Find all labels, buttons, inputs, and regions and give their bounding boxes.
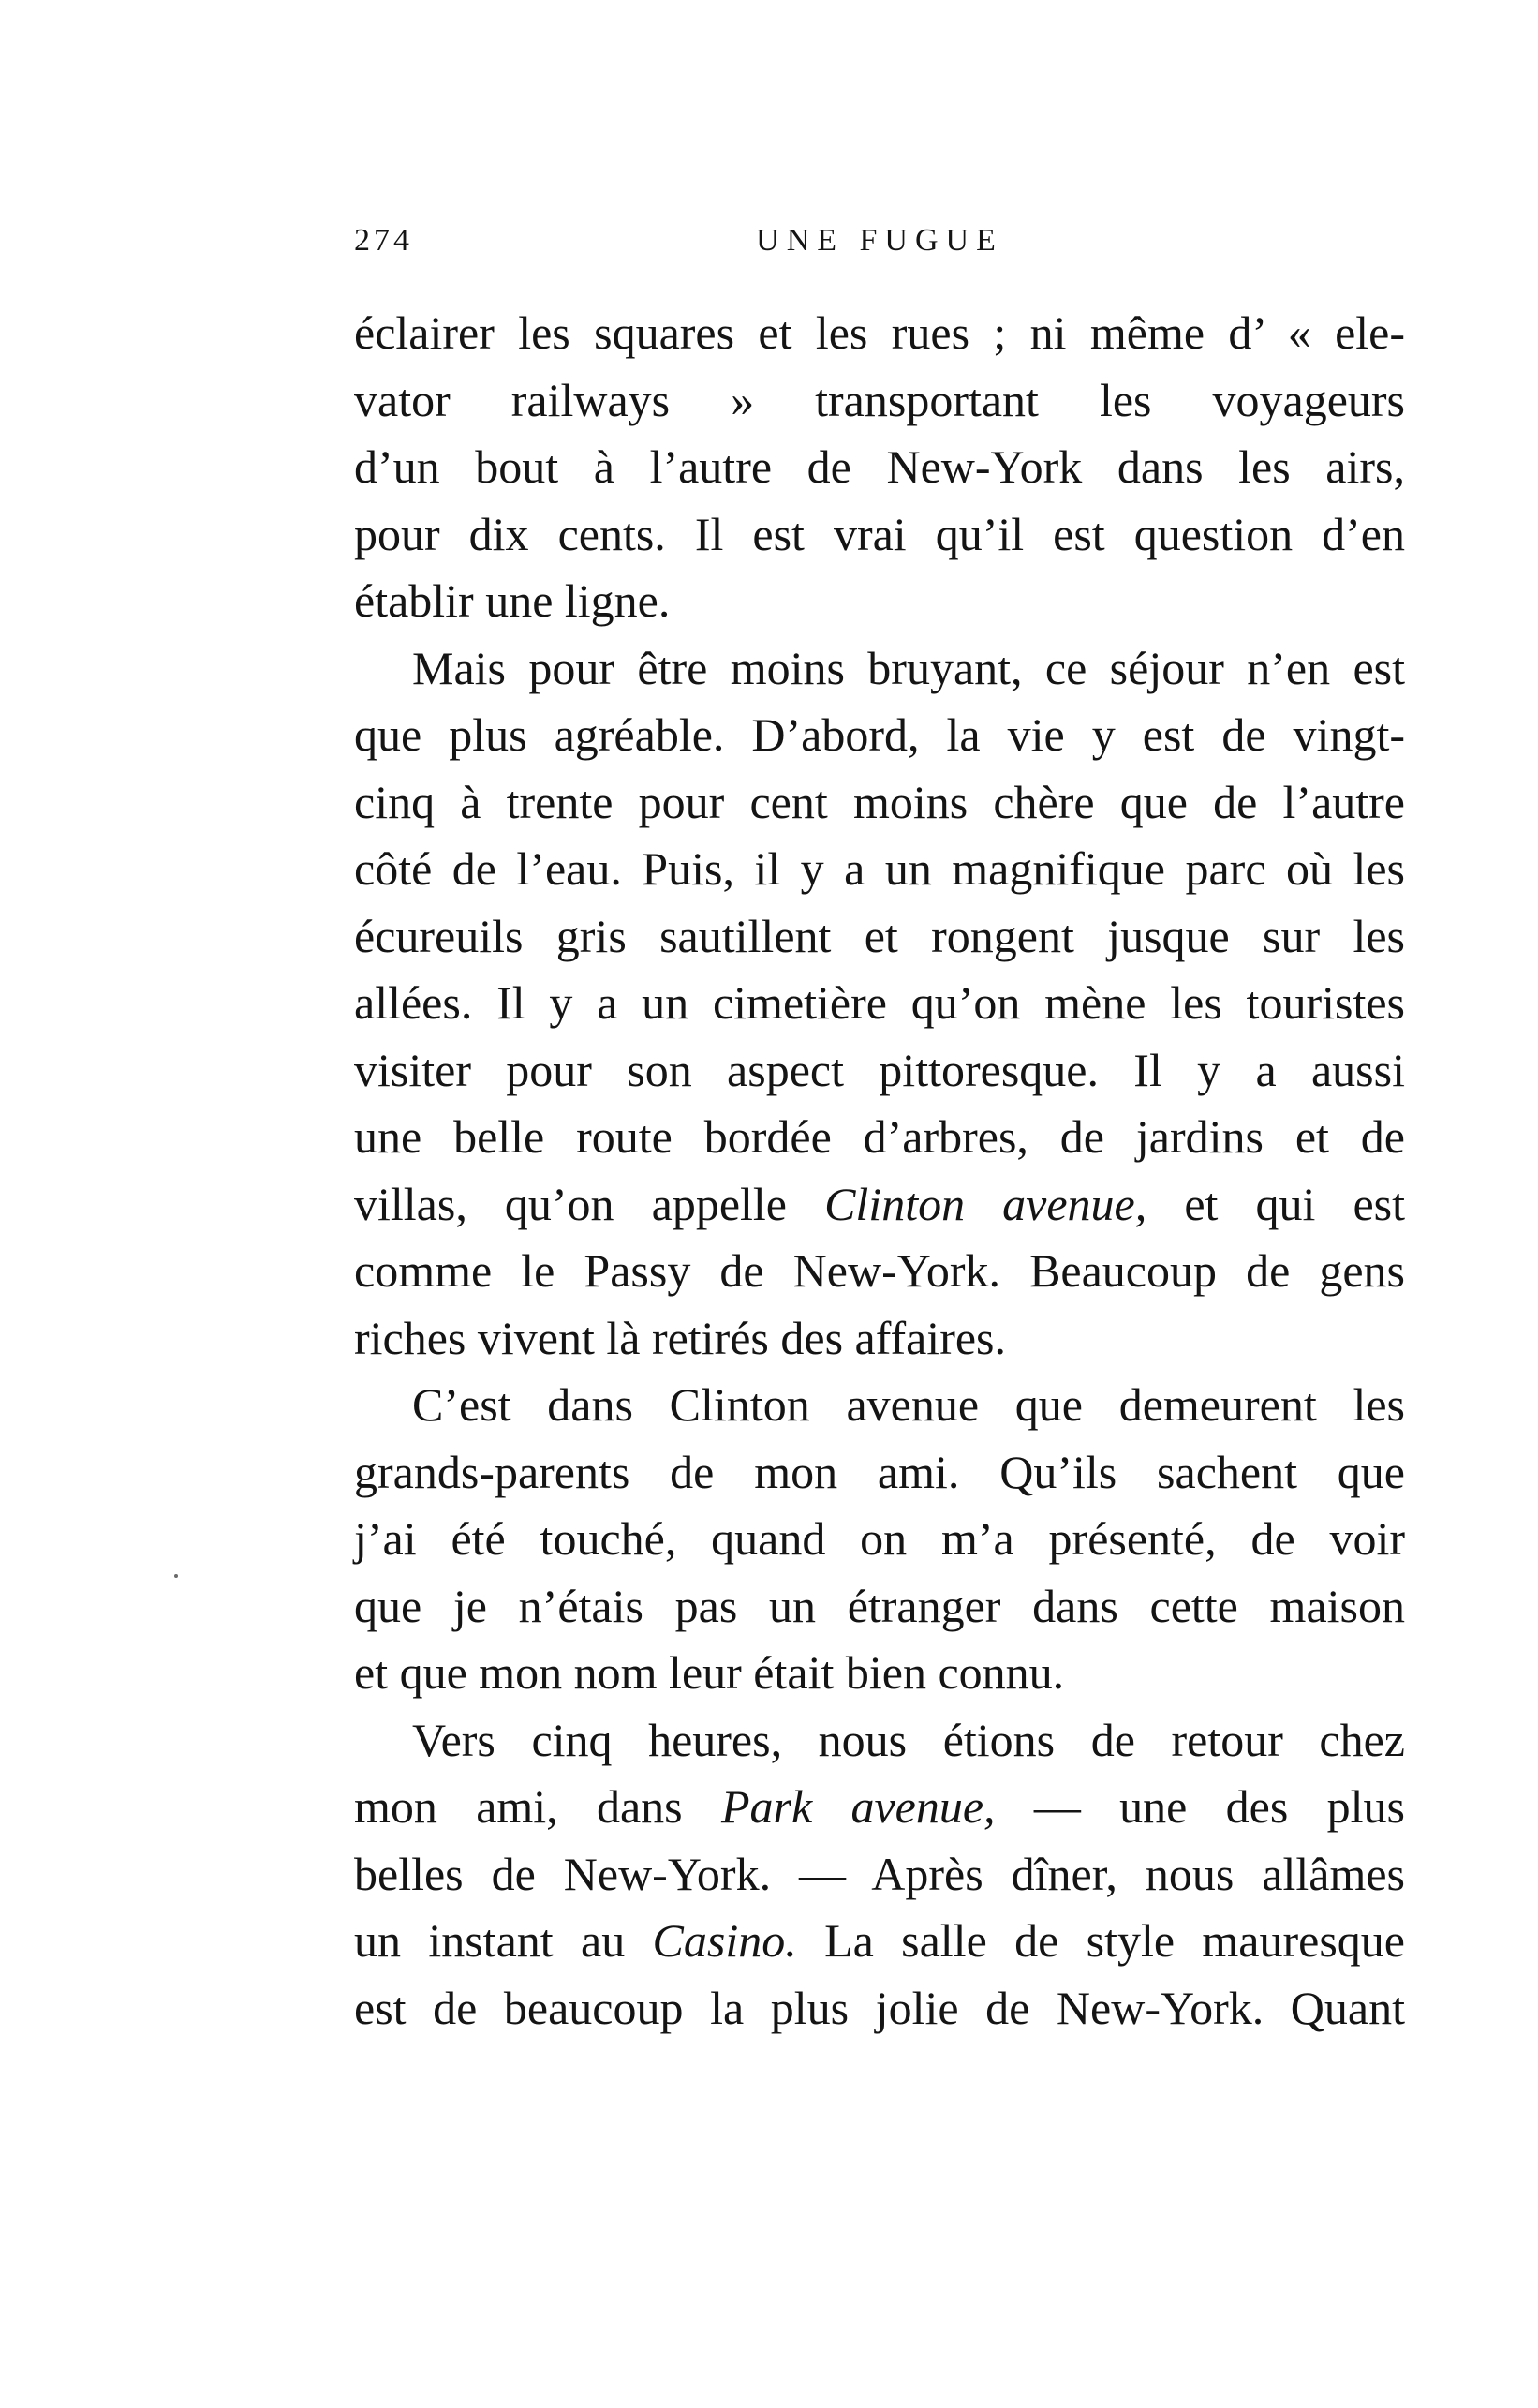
text-line: d’un bout à l’autre de New-York dans les airs, (354, 440, 1405, 493)
text-line: une belle route bordée d’arbres, de jardins et de (354, 1110, 1405, 1163)
scan-speck (174, 1574, 178, 1578)
text-line: écureuils gris sautillent et rongent jusque sur les (354, 909, 1405, 962)
running-title: UNE FUGUE (756, 223, 1003, 258)
text-line: établir une ligne. (354, 574, 671, 627)
text-line: Vers cinq heures, nous étions de retour chez (412, 1713, 1405, 1766)
text-line: que plus agréable. D’abord, la vie y est de vingt- (354, 708, 1405, 761)
text-line: comme le Passy de New-York. Beaucoup de gens (354, 1244, 1405, 1297)
text-line: vator railways » transportant les voyageurs (354, 373, 1405, 426)
text-segment: et qui est (1146, 1177, 1405, 1230)
text-line: pour dix cents. Il est vrai qu’il est question d’en (354, 507, 1405, 560)
text-line-mixed (354, 1171, 1405, 1239)
text-line: et que mon nom leur était bien connu. (354, 1646, 1065, 1699)
text-segment: La salle de style mauresque (796, 1914, 1405, 1967)
text-segment: un instant au (354, 1914, 653, 1967)
text-segment: mon ami, dans (354, 1780, 721, 1833)
text-line: visiter pour son aspect pittoresque. Il y a aussi (354, 1043, 1405, 1096)
text-line: côté de l’eau. Puis, il y a un magnifique parc où les (354, 842, 1405, 895)
text-line-mixed (354, 1908, 1405, 1975)
text-line: C’est dans Clinton avenue que demeurent les (412, 1378, 1405, 1431)
text-line: que je n’étais pas un étranger dans cette maison (354, 1579, 1405, 1632)
text-line-mixed (354, 1774, 1405, 1841)
text-line: belles de New-York. — Après dîner, nous allâmes (354, 1847, 1405, 1900)
text-line: j’ai été touché, quand on m’a présenté, de voir (354, 1512, 1405, 1565)
text-segment: — une des plus (995, 1780, 1405, 1833)
body-text (354, 300, 1405, 2042)
text-line: cinq à trente pour cent moins chère que de l’autre (354, 775, 1405, 828)
italic-street-name: Park avenue, (720, 1780, 996, 1833)
text-segment: villas, qu’on appelle (354, 1177, 825, 1230)
text-line: grands-parents de mon ami. Qu’ils sachent que (354, 1445, 1405, 1498)
italic-venue-name: Casino. (652, 1914, 797, 1967)
text-line: riches vivent là retirés des affaires. (354, 1311, 1006, 1364)
text-line: est de beaucoup la plus jolie de New-York. Quant (354, 1981, 1405, 2034)
page-number: 274 (354, 223, 413, 258)
text-line: allées. Il y a un cimetière qu’on mène les touristes (354, 976, 1405, 1029)
text-line: Mais pour être moins bruyant, ce séjour n’en est (412, 641, 1405, 694)
italic-street-name: Clinton avenue, (824, 1177, 1147, 1230)
running-head (354, 223, 1405, 270)
text-line: éclairer les squares et les rues ; ni même d’ « ele- (354, 306, 1405, 359)
